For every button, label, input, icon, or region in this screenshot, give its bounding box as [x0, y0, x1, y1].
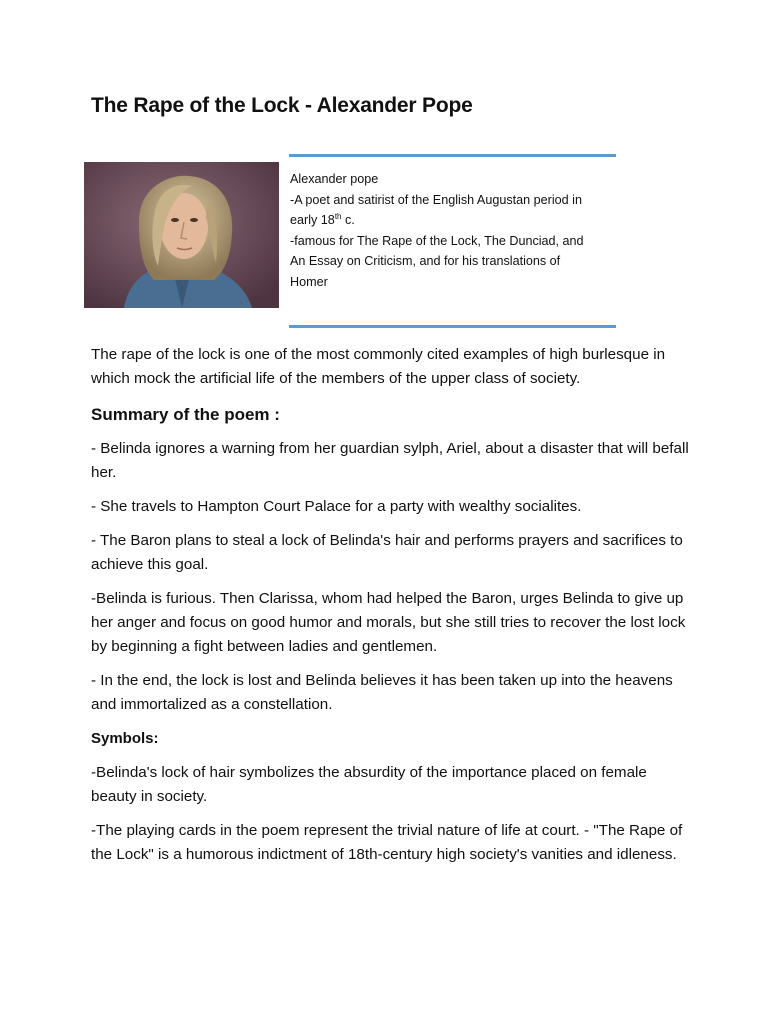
summary-point: - She travels to Hampton Court Palace for a party with wealthy socialites.: [91, 498, 582, 515]
intro-paragraph: The rape of the lock is one of the most commonly cited examples of high burlesque in which mock the artificial life of the members of the upper class of society.: [91, 346, 666, 387]
infobox-bottom-rule: [289, 325, 616, 328]
infobox-line: -famous for The Rape of the Lock, The Dunciad, and: [290, 233, 584, 248]
summary-heading: Summary of the poem :: [91, 405, 280, 424]
page-title: The Rape of the Lock - Alexander Pope: [91, 94, 473, 117]
symbols-point: -The playing cards in the poem represent the trivial nature of life at court. - "The Rape of the Lock" is a humorous indictment of 18th-century high society's vanities and idleness.: [91, 822, 683, 863]
author-infobox: [290, 169, 620, 292]
summary-point: -Belinda is furious. Then Clarissa, whom had helped the Baron, urges Belinda to give up her anger and focus on good humor and morals, but she still tries to recover the lost lock by beginning a fight between ladies and gentlemen.: [91, 590, 686, 655]
infobox-line: -A poet and satirist of the English Augustan period in: [290, 192, 582, 207]
summary-point: - The Baron plans to steal a lock of Belinda's hair and performs prayers and sacrifices to achieve this goal.: [91, 532, 683, 573]
infobox-line: Homer: [290, 274, 328, 289]
symbols-heading: Symbols:: [91, 730, 159, 747]
infobox-line: Alexander pope: [290, 172, 379, 186]
document-body: [91, 343, 691, 877]
infobox-top-rule: [289, 154, 616, 157]
portrait-image: [84, 162, 279, 308]
portrait-illustration: [84, 162, 279, 308]
symbols-point: -Belinda's lock of hair symbolizes the absurdity of the importance placed on female beauty in society.: [91, 764, 647, 805]
summary-point: - Belinda ignores a warning from her guardian sylph, Ariel, about a disaster that will befall her.: [91, 440, 689, 481]
summary-point: - In the end, the lock is lost and Belinda believes it has been taken up into the heavens and immortalized as a constellation.: [91, 672, 673, 713]
infobox-line: early 18th c.: [290, 211, 355, 227]
infobox-line: An Essay on Criticism, and for his translations of: [290, 254, 561, 268]
